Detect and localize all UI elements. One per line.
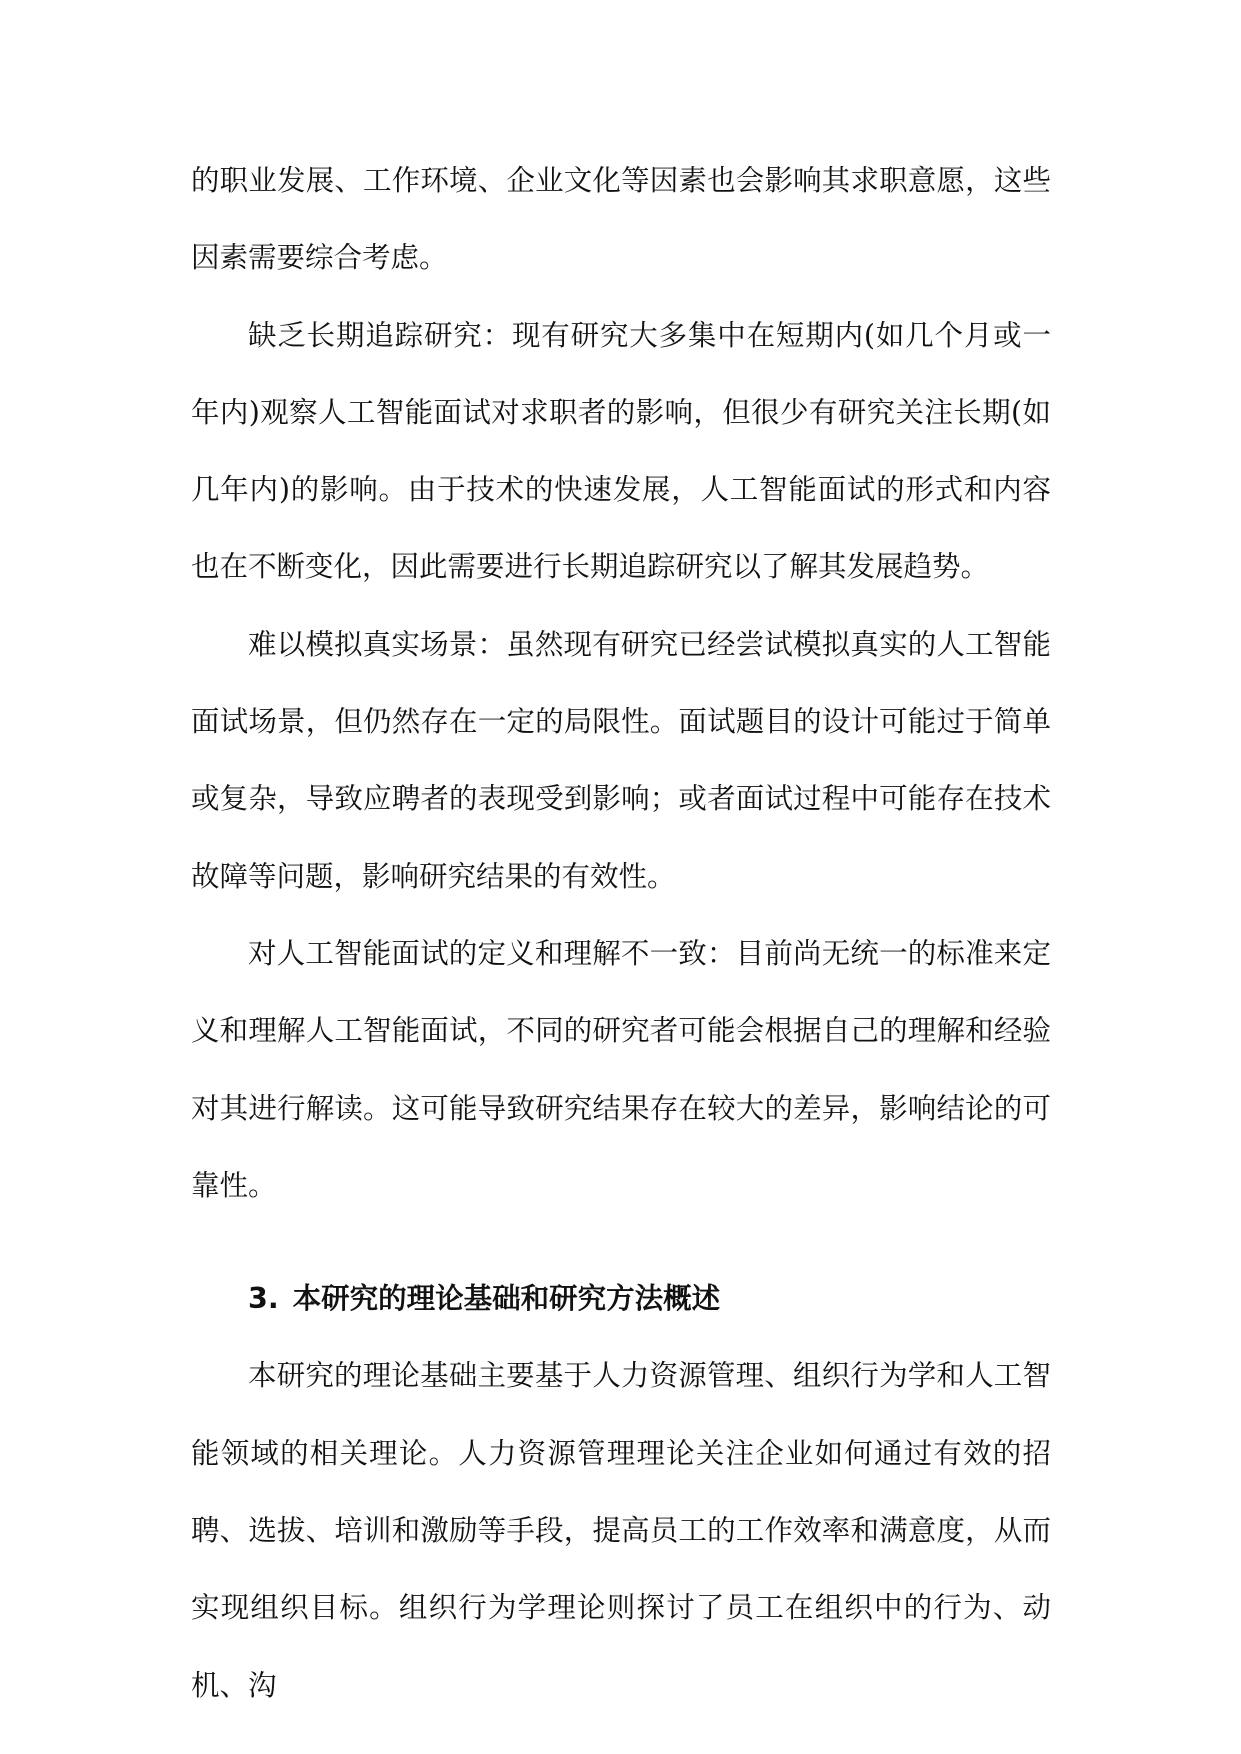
section-title: 本研究的理论基础和研究方法概述 — [292, 1282, 721, 1316]
paragraph-real-scenario: 难以模拟真实场景：虽然现有研究已经尝试模拟真实的人工智能面试场景，但仍然存在一定的局限性。面试题目的设计可能过于简单或复杂，导致应聘者的表现受到影响；或者面试过程中可能存在技术故障等问题，影响研究结果的有效性。 — [191, 627, 1051, 893]
paragraph-long-term-tracking: 缺乏长期追踪研究：现有研究大多集中在短期内(如几个月或一年内)观察人工智能面试对求职者的影响，但很少有研究关注长期(如几年内)的影响。由于技术的快速发展，人工智能面试的形式和内容也在不断变化，因此需要进行长期追踪研究以了解其发展趋势。 — [191, 318, 1051, 584]
section-number: 3. — [248, 1282, 279, 1316]
section-heading — [191, 1260, 1051, 1337]
paragraph-definition: 对人工智能面试的定义和理解不一致：目前尚无统一的标准来定义和理解人工智能面试，不同的研究者可能会根据自己的理解和经验对其进行解读。这可能导致研究结果存在较大的差异，影响结论的可靠性。 — [191, 936, 1051, 1202]
document-body — [191, 142, 1051, 1724]
paragraph-continuation: 的职业发展、工作环境、企业文化等因素也会影响其求职意愿，这些因素需要综合考虑。 — [191, 164, 1051, 275]
paragraph-theory-basis: 本研究的理论基础主要基于人力资源管理、组织行为学和人工智能领域的相关理论。人力资源管理理论关注企业如何通过有效的招聘、选拔、培训和激励等手段，提高员工的工作效率和满意度，从而实现组织目标。组织行为学理论则探讨了员工在组织中的行为、动机、沟 — [191, 1359, 1051, 1702]
